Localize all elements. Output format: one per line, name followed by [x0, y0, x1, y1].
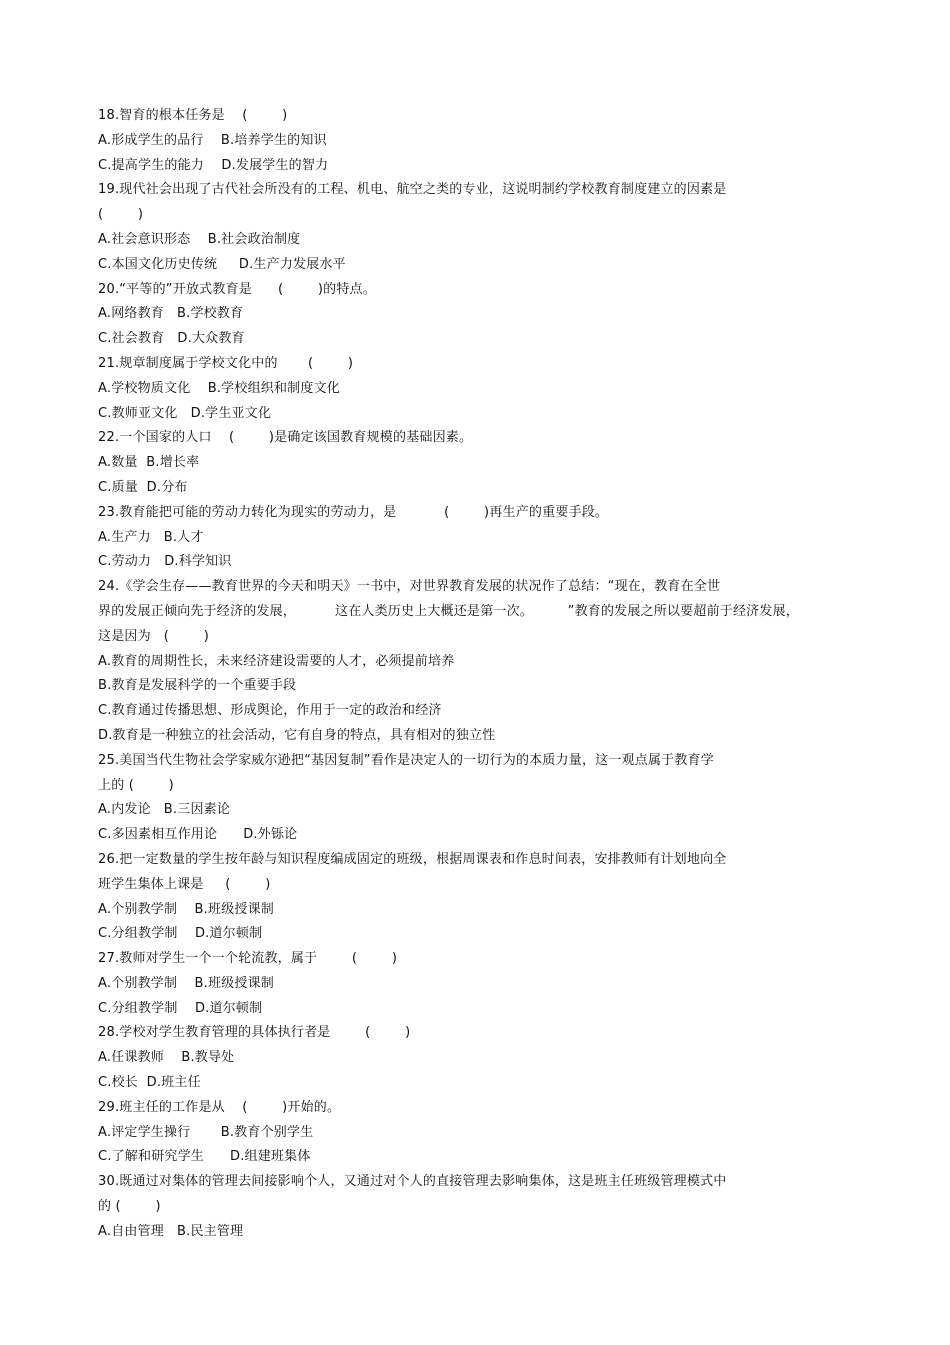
question-28-options-cd: C.校长 D.班主任: [98, 1075, 201, 1091]
question-19-stem-cont: ( ): [98, 207, 144, 223]
question-25-stem: 25.美国当代生物社会学家威尔逊把“基因复制”看作是决定人的一切行为的本质力量，这一观点属于教育学: [98, 752, 714, 768]
question-20-options-cd: C.社会教育 D.大众教育: [98, 331, 245, 347]
question-22-stem: 22.一个国家的人口 ( )是确定该国教育规模的基础因素。: [98, 430, 473, 446]
question-19-options-cd: C.本国文化历史传统 D.生产力发展水平: [98, 256, 346, 272]
question-30-stem-cont: 的 ( ): [98, 1199, 161, 1215]
question-28-options-ab: A.任课教师 B.教导处: [98, 1050, 235, 1066]
question-24-stem-cont: 界的发展正倾向先于经济的发展， 这在人类历史上大概还是第一次。 ”教育的发展之所以要超前于经济发展，: [98, 603, 799, 619]
question-23-stem: 23.教育能把可能的劳动力转化为现实的劳动力，是 ( )再生产的重要手段。: [98, 504, 609, 520]
question-28-stem: 28.学校对学生教育管理的具体执行者是 ( ): [98, 1025, 411, 1041]
question-25-options-ab: A.内发论 B.三因素论: [98, 802, 231, 818]
question-24-stem: 24.《学会生存——教育世界的今天和明天》一书中，对世界教育发展的状况作了总结：“现在，教育在全世: [98, 579, 721, 595]
question-23-options-cd: C.劳动力 D.科学知识: [98, 554, 232, 570]
question-20-options-ab: A.网络教育 B.学校教育: [98, 306, 244, 322]
question-18-stem: 18.智育的根本任务是 ( ): [98, 108, 288, 123]
question-26-stem-cont: 班学生集体上课是 ( ): [98, 876, 271, 892]
question-25-stem-cont: 上的 ( ): [98, 777, 174, 793]
question-18-options-cd: C.提高学生的能力 D.发展学生的智力: [98, 157, 329, 173]
question-21-options-cd: C.教师亚文化 D.学生亚文化: [98, 405, 272, 421]
question-30-stem: 30.既通过对集体的管理去间接影响个人，又通过对个人的直接管理去影响集体，这是班主任班级管理模式中: [98, 1174, 727, 1190]
question-18-options-ab: A.形成学生的品行 B.培养学生的知识: [98, 132, 327, 148]
question-20-stem: 20.“平等的”开放式教育是 ( )的特点。: [98, 281, 376, 297]
question-24-stem-end: 这是因为 ( ): [98, 628, 209, 644]
question-27-options-ab: A.个别教学制 B.班级授课制: [98, 975, 274, 991]
exam-page: [98, 104, 838, 1245]
question-19-options-ab: A.社会意识形态 B.社会政治制度: [98, 231, 301, 247]
question-19-stem: 19.现代社会出现了古代社会所没有的工程、机电、航空之类的专业，这说明制约学校教育制度建立的因素是: [98, 182, 727, 198]
question-21-stem: 21.规章制度属于学校文化中的 ( ): [98, 355, 354, 371]
question-26-stem: 26.把一定数量的学生按年龄与知识程度编成固定的班级，根据周课表和作息时间表，安排教师有计划地向全: [98, 851, 727, 867]
question-26-options-cd: C.分组教学制 D.道尔顿制: [98, 926, 263, 942]
question-21-options-ab: A.学校物质文化 B.学校组织和制度文化: [98, 380, 340, 396]
question-29-stem: 29.班主任的工作是从 ( )开始的。: [98, 1099, 341, 1115]
question-29-options-ab: A.评定学生操行 B.教育个别学生: [98, 1124, 314, 1140]
question-27-options-cd: C.分组教学制 D.道尔顿制: [98, 1000, 263, 1016]
question-22-options-ab: A.数量 B.增长率: [98, 455, 200, 471]
question-26-options-ab: A.个别教学制 B.班级授课制: [98, 901, 274, 917]
question-30-options-ab: A.自由管理 B.民主管理: [98, 1223, 244, 1239]
question-24-option-b: B.教育是发展科学的一个重要手段: [98, 678, 297, 694]
question-29-options-cd: C.了解和研究学生 D.组建班集体: [98, 1149, 311, 1165]
question-23-options-ab: A.生产力 B.人才: [98, 529, 204, 545]
question-24-option-a: A.教育的周期性长，未来经济建设需要的人才，必须提前培养: [98, 653, 455, 669]
question-22-options-cd: C.质量 D.分布: [98, 479, 188, 495]
question-27-stem: 27.教师对学生一个一个轮流教，属于 ( ): [98, 951, 398, 967]
question-24-option-c: C.教育通过传播思想、形成舆论，作用于一定的政治和经济: [98, 703, 442, 719]
question-25-options-cd: C.多因素相互作用论 D.外铄论: [98, 827, 298, 843]
question-24-option-d: D.教育是一种独立的社会活动，它有自身的特点，具有相对的独立性: [98, 727, 496, 743]
